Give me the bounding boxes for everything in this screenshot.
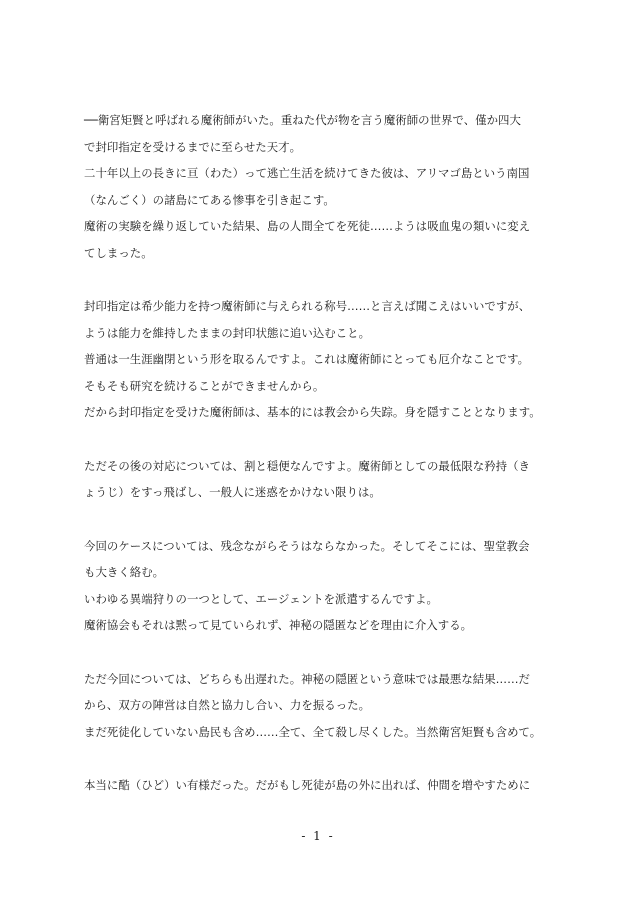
paragraph-gap — [84, 426, 554, 453]
text-line: 封印指定は希少能力を持つ魔術師に与えられる称号……と言えば聞こえはいいですが、 — [84, 299, 531, 313]
body-text — [84, 107, 554, 799]
text-line: から、双方の陣営は自然と協力し合い、力を振るった。 — [84, 698, 371, 712]
text-line: そもそも研究を続けることができませんから。 — [84, 378, 325, 393]
text-line: てしまった。 — [84, 245, 153, 260]
text-line: 今回のケースについては、残念ながらそうはならなかった。そしてそこには、聖堂教会 — [84, 538, 530, 553]
paragraph — [84, 533, 554, 639]
text-line: ──衛宮矩賢と呼ばれる魔術師がいた。重ねた代が物を言う魔術師の世界で、僅か四大 — [84, 113, 521, 127]
text-line: ょうじ）をすっ飛ばし、一般人に迷惑をかけない限りは。 — [84, 485, 381, 499]
text-line: 魔術の実験を繰り返していた結果、島の人間全てを死徒……ようは吸血鬼の類いに変え — [84, 219, 531, 233]
paragraph — [84, 666, 554, 746]
text-line: まだ死徒化していない島民も含め……全て、全て殺し尽くした。当然衛宮矩賢も含めて。 — [84, 724, 542, 739]
paragraph-gap — [84, 639, 554, 666]
text-line: ただ今回については、どちらも出遅れた。神秘の隠匿という意味では最悪な結果……だ — [84, 671, 530, 686]
paragraph-gap — [84, 745, 554, 772]
paragraph — [84, 453, 554, 506]
paragraph — [84, 293, 554, 426]
text-line: も大きく絡む。 — [84, 565, 165, 579]
paragraph-gap — [84, 506, 554, 533]
text-line: いわゆる異端狩りの一つとして、エージェントを派遣するんですよ。 — [84, 591, 438, 606]
paragraph — [84, 772, 554, 799]
text-line: （なんごく）の諸島にてある惨事を引き起こす。 — [84, 192, 335, 207]
text-line: で封印指定を受けるまでに至らせた天才。 — [84, 139, 302, 154]
text-line: 二十年以上の長きに亘（わた）って逃亡生活を続けてきた彼は、アリマゴ島という南国 — [84, 166, 530, 180]
text-line: だから封印指定を受けた魔術師は、基本的には教会から失踪。身を隠すこととなります。 — [84, 405, 541, 419]
text-line: ただその後の対応については、割と穏便なんですよ。魔術師としての最低限な矜持（き — [84, 458, 530, 473]
page-number: - 1 - — [301, 829, 335, 843]
text-line: 普通は一生涯幽閉という形を取るんですよ。これは魔術師にとっても厄介なことです。 — [84, 352, 530, 366]
text-line: 本当に酷（ひど）い有様だった。だがもし死徒が島の外に出れば、仲間を増やすために — [84, 778, 531, 792]
paragraph-gap — [84, 266, 554, 293]
paragraph — [84, 107, 554, 266]
text-line: ようは能力を維持したままの封印状態に追い込むこと。 — [84, 325, 371, 340]
text-line: 魔術協会もそれは黙って見ていられず、神秘の隠匿などを理由に介入する。 — [84, 618, 473, 632]
